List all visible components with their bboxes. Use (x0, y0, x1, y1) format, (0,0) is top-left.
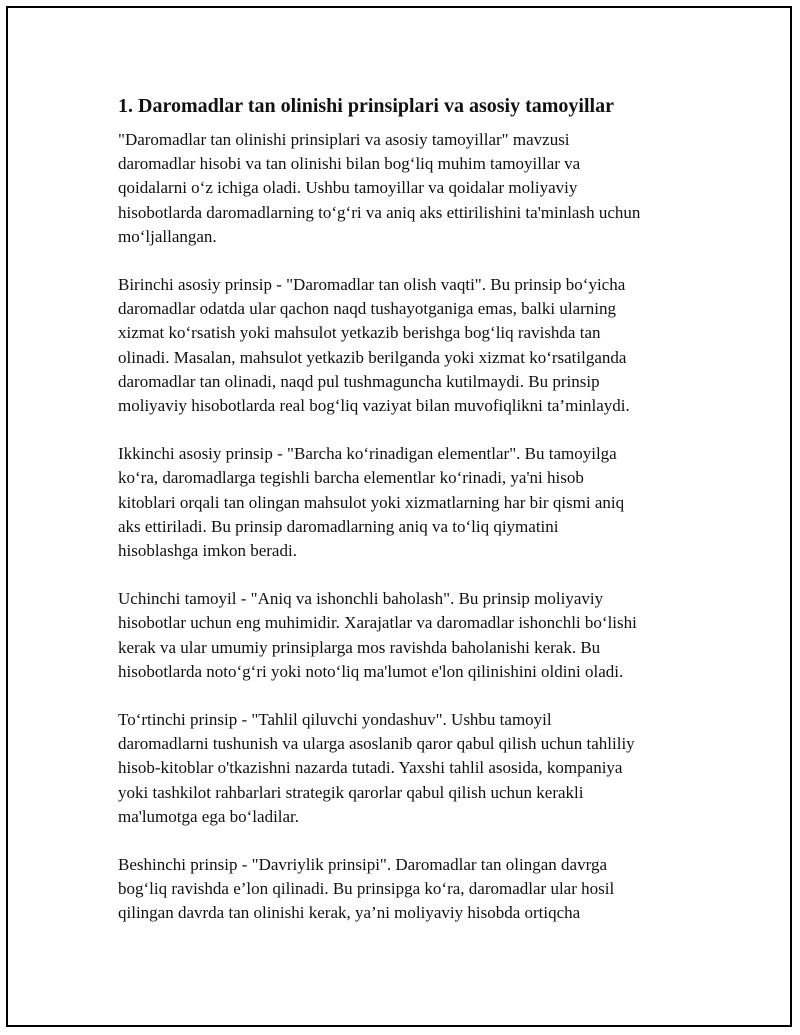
text-line: ko‘ra, daromadlarga tegishli barcha elementlar ko‘rinadi, ya'ni hisob (118, 468, 584, 488)
text-line: Uchinchi tamoyil - "Aniq va ishonchli baholash". Bu prinsip moliyaviy (118, 589, 604, 609)
text-line: kitoblari orqali tan olingan mahsulot yoki xizmatlarning har bir qismi aniq (118, 492, 625, 512)
text-line: hisobotlar uchun eng muhimidir. Xarajatlar va daromadlar ishonchli bo‘lishi (118, 613, 637, 633)
paragraph-third-principle (118, 587, 708, 684)
document-body (118, 92, 708, 950)
text-line: daromadlar hisobi va tan olinishi bilan bog‘liq muhim tamoyillar va (118, 154, 581, 174)
text-line: bog‘liq ravishda e’lon qilinadi. Bu prinsipga ko‘ra, daromadlar ular hosil (118, 879, 615, 899)
text-line: Ikkinchi asosiy prinsip - "Barcha ko‘rinadigan elementlar". Bu tamoyilga (118, 444, 617, 464)
text-line: daromadlar odatda ular qachon naqd tushayotganiga emas, balki ularning (118, 299, 617, 319)
text-line: hisoblashga imkon beradi. (118, 541, 297, 561)
paragraph-intro (118, 128, 708, 249)
text-line: ma'lumotga ega bo‘ladilar. (118, 806, 300, 826)
text-line: mo‘ljallangan. (118, 226, 217, 246)
paragraph-fourth-principle (118, 708, 708, 829)
text-line: kerak va ular umumiy prinsiplarga mos ravishda baholanishi kerak. Bu (118, 637, 601, 657)
text-line: Beshinchi prinsip - "Davriylik prinsipi". Daromadlar tan olingan davrga (118, 855, 607, 875)
text-line: daromadlar tan olinadi, naqd pul tushmaguncha kutilmaydi. Bu prinsip (118, 371, 600, 391)
text-line: olinadi. Masalan, mahsulot yetkazib berilganda yoki xizmat ko‘rsatilganda (118, 347, 627, 367)
text-line: xizmat ko‘rsatish yoki mahsulot yetkazib berishga bog‘liq ravishda tan (118, 323, 601, 343)
text-line: yoki tashkilot rahbarlari strategik qarorlar qabul qilish uchun kerakli (118, 782, 584, 802)
text-line: aks ettiriladi. Bu prinsip daromadlarning aniq va to‘liq qiymatini (118, 516, 559, 536)
paragraph-second-principle (118, 442, 708, 563)
paragraph-fifth-principle (118, 853, 708, 926)
paragraph-first-principle (118, 273, 708, 418)
text-line: hisob-kitoblar o'tkazishni nazarda tutadi. Yaxshi tahlil asosida, kompaniya (118, 758, 623, 778)
text-line: qoidalarni o‘z ichiga oladi. Ushbu tamoyillar va qoidalar moliyaviy (118, 178, 578, 198)
text-line: hisobotlarda noto‘g‘ri yoki noto‘liq ma'lumot e'lon qilinishini oldini oladi. (118, 661, 624, 681)
text-line: daromadlarni tushunish va ularga asoslanib qaror qabul qilish uchun tahliliy (118, 734, 635, 754)
text-line: "Daromadlar tan olinishi prinsiplari va asosiy tamoyillar" mavzusi (118, 130, 570, 149)
text-line: To‘rtinchi prinsip - "Tahlil qiluvchi yondashuv". Ushbu tamoyil (118, 710, 552, 730)
text-line: hisobotlarda daromadlarning to‘g‘ri va aniq aks ettirilishini ta'minlash uchun (118, 202, 641, 222)
text-line: Birinchi asosiy prinsip - "Daromadlar tan olish vaqti". Bu prinsip bo‘yicha (118, 275, 626, 295)
section-heading: 1. Daromadlar tan olinishi prinsiplari va asosiy tamoyillar (118, 95, 614, 117)
text-line: moliyaviy hisobotlarda real bog‘liq vaziyat bilan muvofiqlikni ta’minlaydi. (118, 396, 630, 416)
text-line: qilingan davrda tan olinishi kerak, ya’ni moliyaviy hisobda ortiqcha (118, 903, 581, 923)
